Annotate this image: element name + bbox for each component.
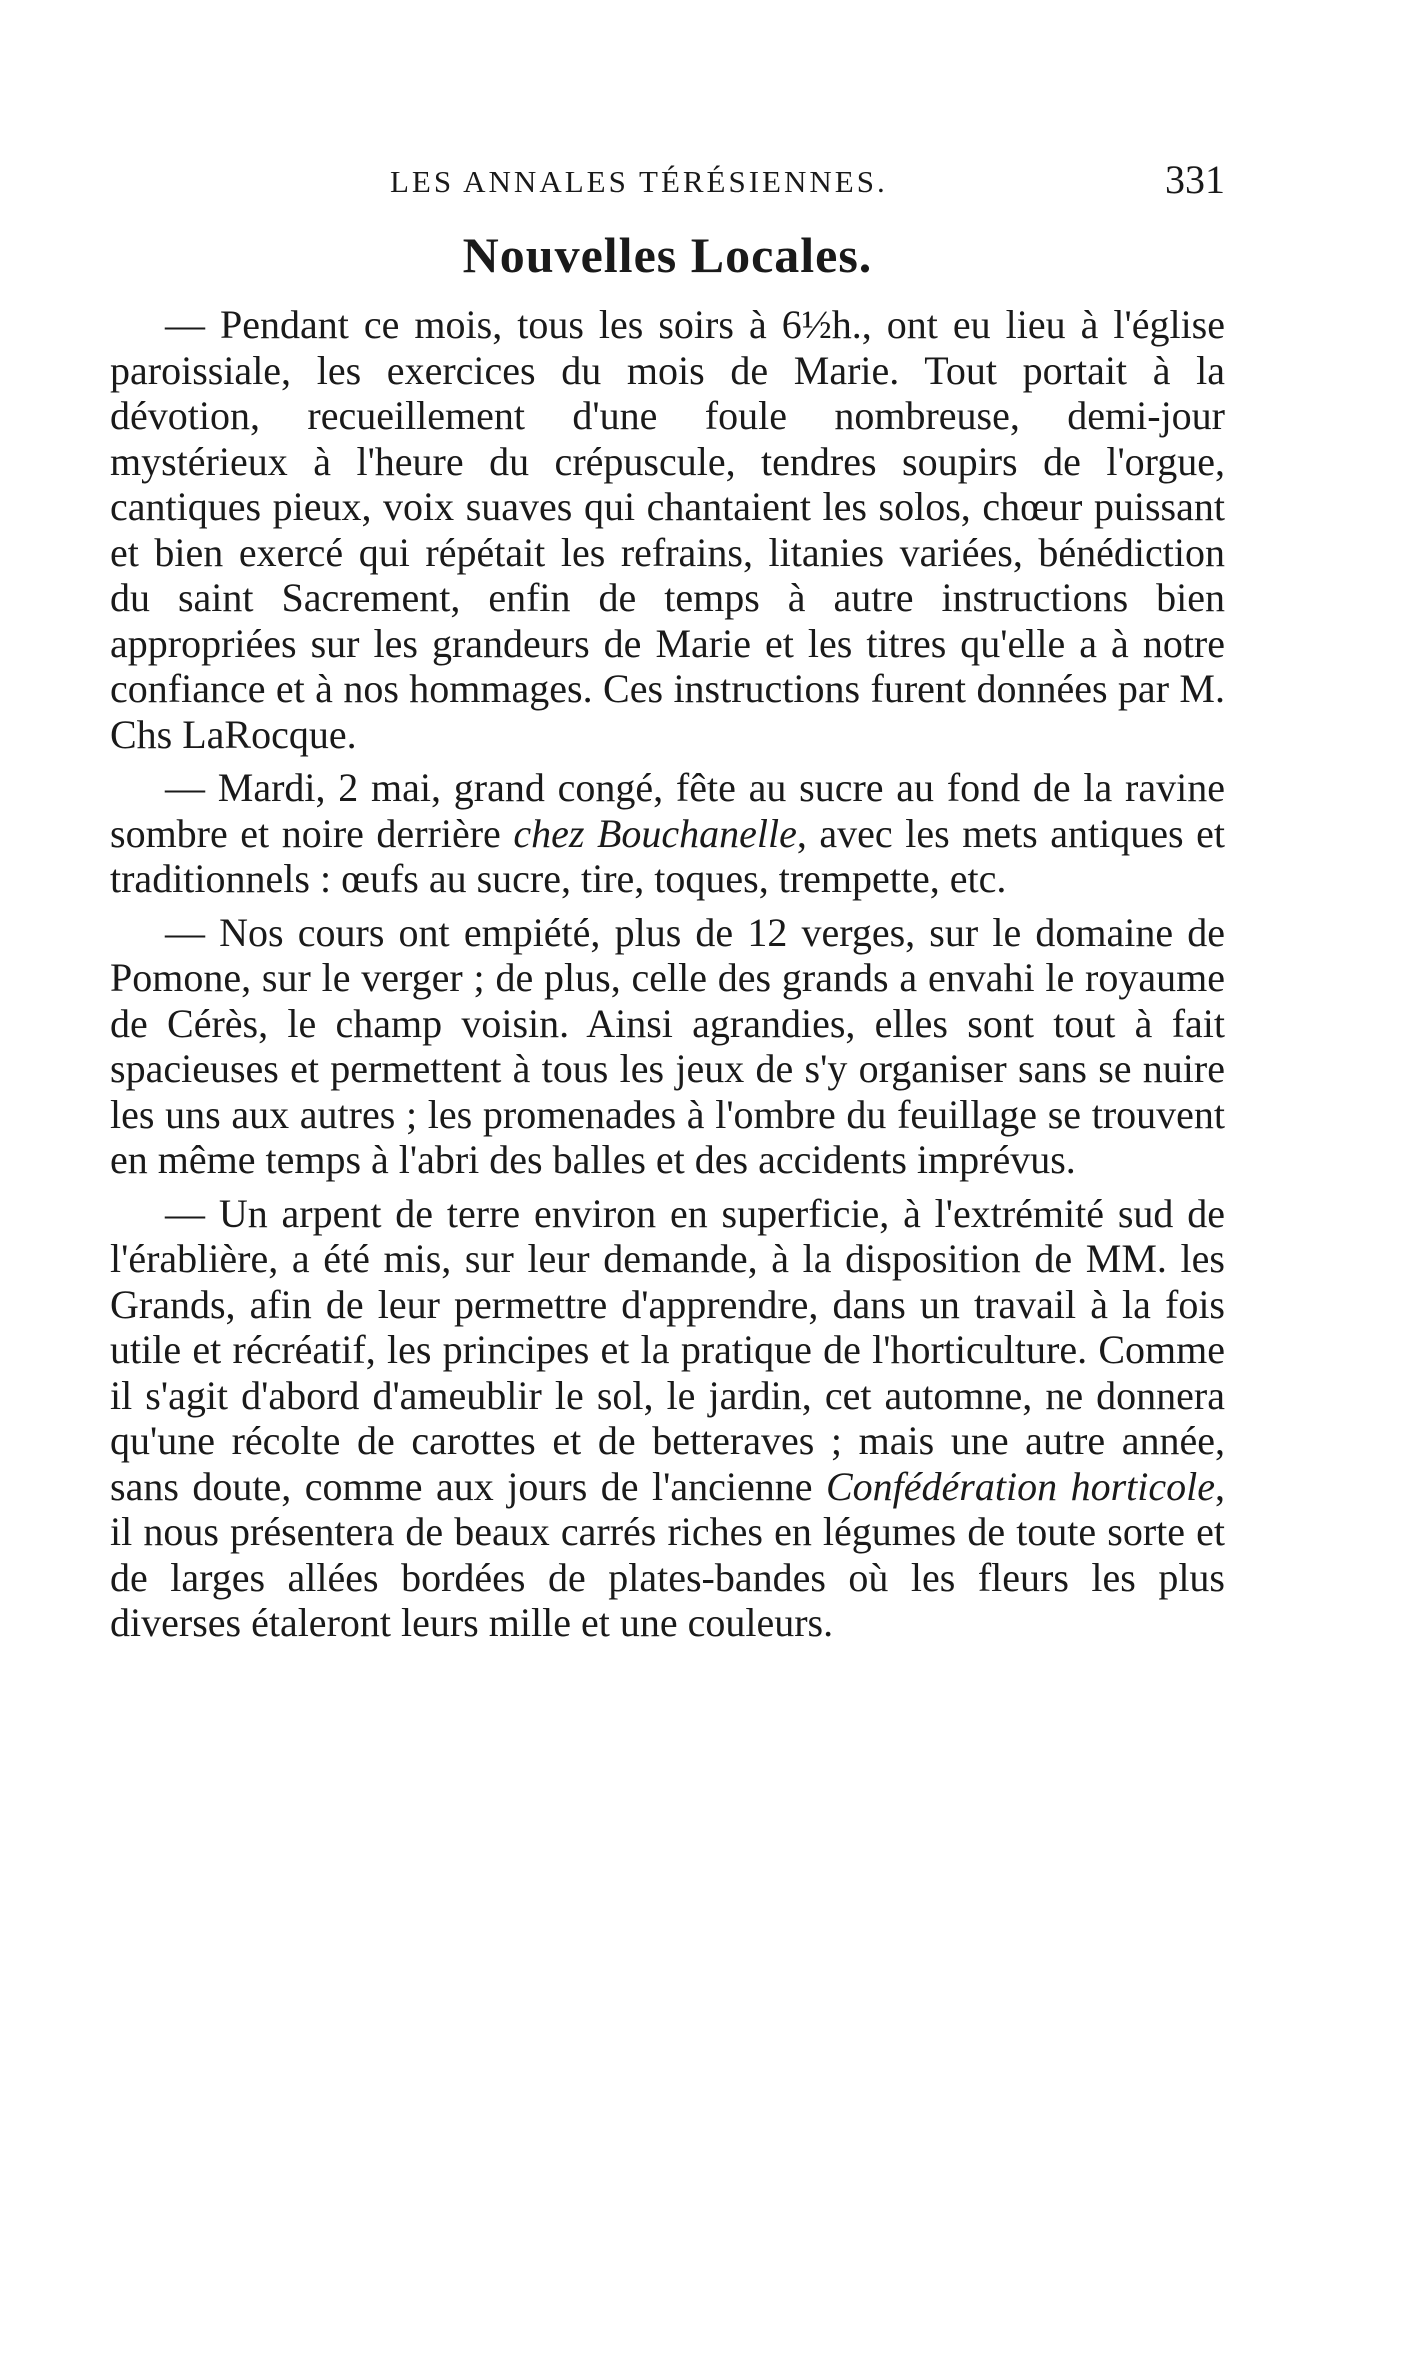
section-title: Nouvelles Locales. [462,227,873,283]
paragraph-italic-confederation: Confédération horticole [825,1463,1215,1509]
paragraph-text: — Pendant ce mois, tous les soirs à 6½h., ont eu lieu à l'église paroissiale, les exercices du mois de Marie. Tout portait à la dévotion, recueillement d'une foule nombreuse, demi-jour mystérieux à l'heure du crépuscule, tendres soupirs de l'orgue, cantiques pieux, voix suaves qui chantaient les solos, chœur puissant et bien exercé qui répétait les refrains, litanies variées, bénédiction du saint Sacrement, enfin de temps à autre instructions bien appropriées sur les grandeurs de Marie et les titres qu'elle a à notre confiance et à nos hommages. Ces instructions furent données par M. Chs LaRocque. [110,302,1225,757]
paragraph-month-of-mary [110,302,1225,757]
running-header [110,150,1225,210]
paragraph-playgrounds [110,910,1225,1183]
paragraph-text-after: , avec les mets antiques et traditionnels : œufs au sucre, tire, toques, trempette, etc. [110,810,1225,901]
paragraph-garden [110,1191,1225,1646]
running-title: LES ANNALES TÉRÉSIENNES. [390,164,888,199]
paragraph-text-after: , il nous présentera de beaux carrés riches en légumes de toute sorte et de larges allées bordées de plates-bandes où les fleurs les plus diverses étaleront leurs mille et une couleurs. [110,1463,1225,1645]
page-number: 331 [1165,157,1225,202]
paragraph-sugar-holiday [110,765,1225,902]
paragraph-text-before: — Un arpent de terre environ en superficie, à l'extrémité sud de l'érablière, a été mis, sur leur demande, à la disposition de MM. les Grands, afin de leur permettre d'apprendre, dans un travail à la fois utile et récréatif, les principes et la pratique de l'horticulture. Comme il s'agit d'abord d'ameublir le sol, le jardin, cet automne, ne donnera qu'une récolte de carottes et de betteraves ; mais une autre année, sans doute, comme aux jours de l'ancienne [110,1190,1225,1509]
paragraph-text: — Nos cours ont empiété, plus de 12 verges, sur le domaine de Pomone, sur le verger ; de plus, celle des grands a envahi le royaume de Cérès, le champ voisin. Ainsi agrandies, elles sont tout à fait spacieuses et permettent à tous les jeux de s'y organiser sans se nuire les uns aux autres ; les promenades à l'ombre du feuillage se trouvent en même temps à l'abri des balles et des accidents imprévus. [110,909,1225,1182]
document-page [110,150,1225,1654]
paragraph-italic-place: chez Bouchanelle [513,810,797,856]
paragraph-text-before: — Mardi, 2 mai, grand congé, fête au sucre au fond de la ravine sombre et noire derrière [110,765,1225,856]
